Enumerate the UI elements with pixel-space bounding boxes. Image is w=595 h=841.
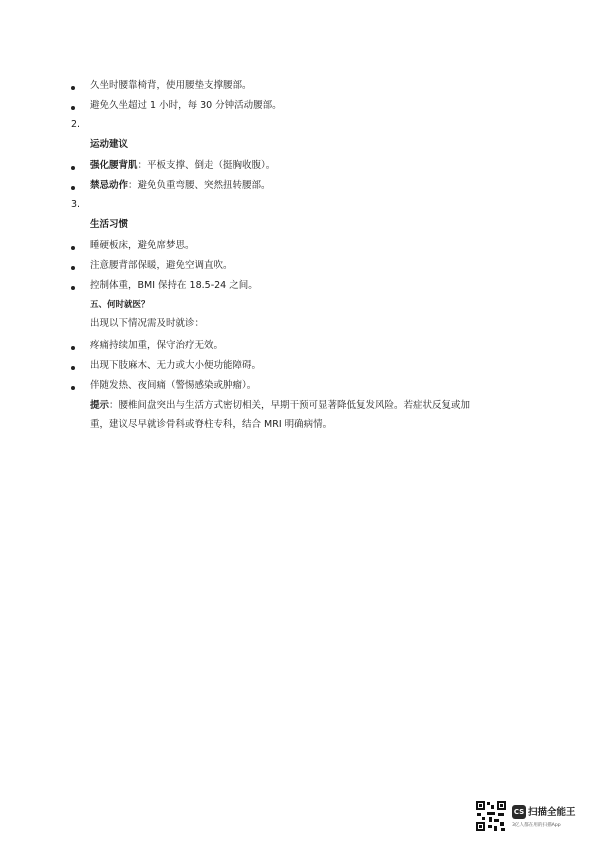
bullet-dot [71,346,75,350]
list-item: 禁忌动作：避免负重弯腰、突然扭转腰部。 [90,180,271,191]
section-title: 生活习惯 [90,219,129,230]
tip-line: 提示：腰椎间盘突出与生活方式密切相关，早期干预可显著降低复发风险。若症状反复或加 [90,400,471,411]
list-item: 出现下肢麻木、无力或大小便功能障碍。 [90,360,262,371]
section-number: 3. [71,199,81,210]
bullet-dot [71,186,75,190]
brand-name: 扫描全能王 [528,807,576,818]
bullet-dot [71,166,75,170]
bullet-dot [71,246,75,250]
list-item: 疼痛持续加重，保守治疗无效。 [90,340,224,351]
camscanner-watermark [476,801,595,835]
tip-line: 重，建议尽早就诊骨科或脊柱专科，结合 MRI 明确病情。 [90,419,333,430]
section-title: 五、何时就医？ [90,300,150,310]
section-number: 2. [71,119,81,130]
bullet-dot [71,106,75,110]
tip-label: 提示 [90,400,110,411]
list-item: 避免久坐超过 1 小时，每 30 分钟活动腰部。 [90,100,282,111]
list-item: 注意腰背部保暖，避免空调直吹。 [90,260,233,271]
paragraph: 出现以下情况需及时就诊： [90,318,205,329]
list-item: 睡硬板床，避免席梦思。 [90,240,195,251]
brand-slogan: 3亿人都在用的扫描App [512,823,561,828]
bullet-dot [71,266,75,270]
qr-code-icon [476,801,506,831]
bullet-dot [71,286,75,290]
section-title: 运动建议 [90,139,129,150]
list-item: 久坐时腰靠椅背，使用腰垫支撑腰部。 [90,80,252,91]
list-item: 控制体重，BMI 保持在 18.5-24 之间。 [90,280,258,291]
bullet-dot [71,86,75,90]
bullet-dot [71,386,75,390]
list-item: 强化腰背肌：平板支撑、倒走（挺胸收腹）。 [90,160,276,171]
camscanner-logo-icon: CS [512,805,526,819]
list-item: 伴随发热、夜间痛（警惕感染或肿瘤）。 [90,380,257,391]
bullet-dot [71,366,75,370]
